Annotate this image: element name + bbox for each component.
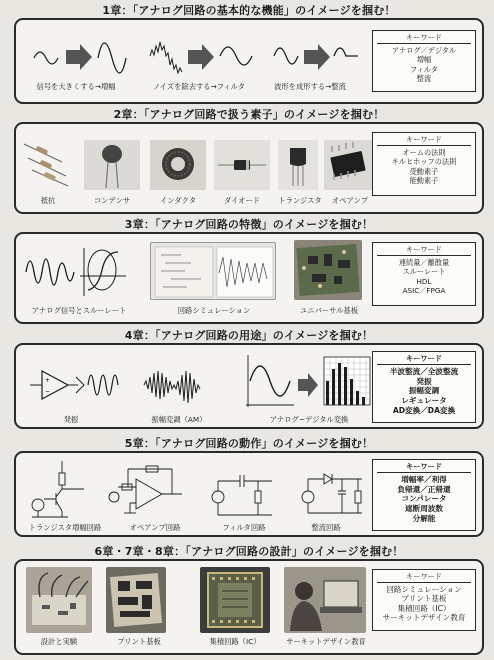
pcb-graphic [106,567,166,633]
caption-transistor: トランジスタ [278,196,322,205]
chapter-2-panel [14,122,484,214]
chapter-6-8-panel [14,559,484,655]
caption-circuit-education: サーキットデザイン教育 [286,637,366,646]
chapter-1-title: 1章：「アナログ回路の基本的な機能」のイメージを掴む！ [102,4,396,17]
capacitor-icon [84,140,140,190]
resistor-icon [24,144,68,186]
inductor-icon [150,140,206,190]
diode-icon [214,140,270,190]
caption-am: 振幅変調（AM） [151,415,207,424]
keyword-item: 振幅変調 [408,386,440,396]
chapter-6-8-keyword-box [372,569,476,631]
chapter-4-figures [24,351,374,411]
universal-board-graphic [294,240,362,300]
caption-resistor: 抵抗 [40,196,56,205]
chapter-4-title: 4章：「アナログ回路の用途」のイメージを掴む！ [124,329,374,342]
svg-text:+: + [45,377,51,384]
chapter-5-circuits [22,457,374,521]
keyword-header: キーワード [377,572,471,583]
keyword-item: 分解能 [412,513,436,523]
keyword-item: 集積回路（IC） [397,603,451,613]
arrow-icon [298,373,318,397]
keyword-item: 半波整流／全波整流 [389,367,459,377]
caption-ic: 集積回路（IC） [209,637,261,646]
rectified-wave [334,48,358,56]
keyword-item: 増幅率／利得 [401,475,447,485]
keyword-header: キーワード [377,135,471,146]
education-photo [284,567,366,633]
caption-rectifier-circuit: 整流回路 [311,523,341,532]
keyword-item: 整流 [416,73,432,83]
chapter-4-panel [14,343,484,429]
analog-signal-slew-figure [22,240,132,302]
digital-sampled-graph [324,357,370,405]
chapter-1-keyword-box [372,30,476,92]
opamp-chip-icon [324,140,372,190]
chapter-4-section [14,327,484,431]
chapter-2-section [14,106,484,216]
oscillator-figure [30,371,118,399]
education-graphic [284,567,366,633]
caption-filter-circuit: フィルタ回路 [222,523,266,532]
keyword-item: HDL [416,276,432,286]
keyword-header: キーワード [377,245,471,256]
chapter-2-title: 2章：「アナログ回路で扱う素子」のイメージを掴む！ [113,108,385,121]
am-waveform [144,371,200,403]
keyword-item: キルヒホッフの法則 [391,157,457,167]
ac-wave [274,48,298,64]
keyword-item: スルーレート [402,267,446,277]
analog-signal-wave [26,259,74,285]
simulation-graph [151,243,277,301]
arrow-icon [304,44,330,70]
small-sine-wave [34,52,58,64]
chapter-1-section [14,2,484,106]
keyword-item: ASIC／FPGA [402,285,446,295]
keyword-item: 回路シミュレーション [386,585,462,595]
breadboard-graphic [26,567,92,633]
svg-text:−: − [45,388,51,395]
transistor-amp-schematic [32,461,84,517]
keyword-item: フィルタ [410,64,438,74]
chapter-3-section [14,216,484,326]
chapter-2-keyword-box [372,132,476,196]
caption-filter: ノイズを除去する→フィルタ [152,82,246,91]
simulation-screenshot [150,242,276,300]
caption-oscillation: 発振 [63,415,79,424]
keyword-item: コンパレータ [401,494,447,504]
keyword-header: キーワード [377,354,471,365]
keyword-item: 負帰還／正帰還 [397,484,451,494]
keyword-item: サーキットデザイン教育 [382,612,466,622]
caption-inductor: インダクタ [159,196,197,205]
caption-pcb: プリント基板 [117,637,161,646]
chapter-2-components [22,132,374,190]
chapter-3-keyword-box [372,242,476,306]
caption-rectifier: 波形を成形する→整流 [274,82,346,91]
keyword-item: オームの法則 [402,148,446,158]
ic-die-graphic [200,567,270,633]
opamp-schematic [109,466,182,513]
caption-design-experiment: 設計と実験 [40,637,78,646]
arrow-icon [66,44,92,70]
keyword-item: アナログ／デジタル [391,46,457,56]
large-sine-wave [98,43,126,73]
caption-ad-conversion: アナログ−デジタル変換 [269,415,349,424]
caption-amplification: 信号を大きくする→増幅 [36,82,116,91]
caption-capacitor: コンデンサ [93,196,131,205]
clean-wave [220,47,252,65]
noisy-wave [150,42,182,73]
caption-opamp-circuit: オペアンプ回路 [129,523,181,532]
keyword-item: AD変換／DA変換 [392,405,456,415]
keyword-item: プリント基板 [401,594,447,604]
keyword-item: 増幅 [416,55,432,65]
chapter-5-keyword-box [372,459,476,531]
keyword-header: キーワード [377,33,471,44]
chapter-6-8-title: 6章・7章・8章：「アナログ回路の設計」のイメージを掴む！ [94,545,404,558]
chapter-5-panel [14,451,484,537]
chapter-5-section [14,435,484,539]
chapter-6-8-section [14,543,484,657]
keyword-item: 発振 [416,376,432,386]
pcb-photo [106,567,166,633]
arrow-icon [188,44,214,70]
keyword-item: 受動素子 [409,166,439,176]
keyword-item: 連続量／離散量 [398,258,450,268]
caption-analog-slew: アナログ信号とスルーレート [31,306,127,315]
caption-universal-board: ユニバーサル基板 [299,306,358,315]
keyword-header: キーワード [377,462,471,473]
chapter-3-panel [14,232,484,324]
keyword-item: レギュレータ [401,395,447,405]
caption-transistor-amp: トランジスタ増幅回路 [28,523,102,532]
caption-opamp: オペアンプ [331,196,369,205]
rectifier-schematic [302,474,362,513]
caption-simulation: 回路シミュレーション [177,306,251,315]
transistor-icon [278,140,318,190]
chapter-4-keyword-box [372,351,476,423]
caption-diode: ダイオード [223,196,261,205]
keyword-item: 能動素子 [409,175,439,185]
universal-board-photo [294,240,362,300]
chapter-1-waveforms [28,30,368,78]
ic-photo [200,567,270,633]
chapter-5-title: 5章：「アナログ回路の動作」のイメージを掴む！ [124,437,374,450]
experiment-photo [26,567,92,633]
keyword-item: 遮断周波数 [405,503,443,513]
analog-sine-graph [246,355,294,407]
filter-schematic [212,475,272,515]
chapter-3-title: 3章：「アナログ回路の特徴」のイメージを掴む！ [124,218,374,231]
chapter-1-panel [14,18,484,104]
